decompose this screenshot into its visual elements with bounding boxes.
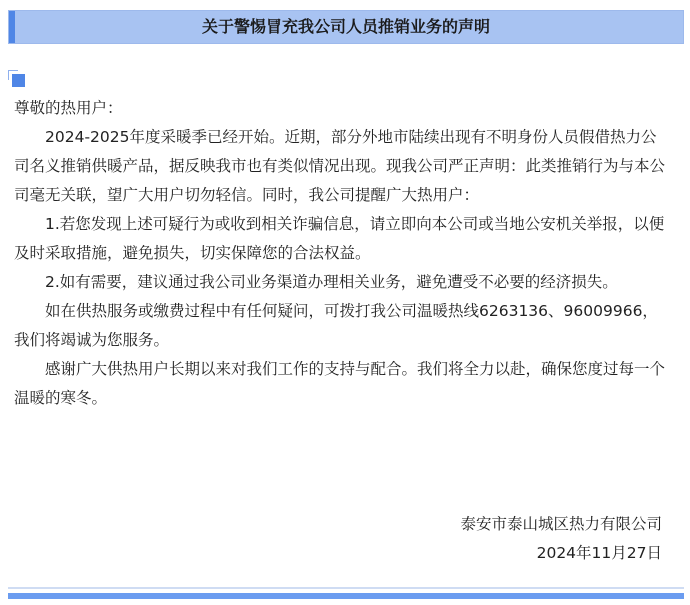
title-bar [8,10,684,44]
square-bullet-icon [8,70,26,88]
bottom-divider [8,587,684,589]
bottom-accent-bar [8,593,684,599]
signature-block [460,510,662,568]
salutation: 尊敬的热用户： [14,99,123,117]
page-title: 关于警惕冒充我公司人员推销业务的声明 [201,17,490,36]
paragraph-thanks: 感谢广大供热用户长期以来对我们工作的支持与配合。我们将全力以赴，确保您度过每一个温暖的寒冬。 [14,360,666,407]
notice-body [14,94,670,413]
list-item-report: 1.若您发现上述可疑行为或收到相关诈骗信息，请立即向本公司或当地公安机关举报，以便及时采取措施，避免损失，切实保障您的合法权益。 [14,215,665,262]
paragraph-hotline: 如在供热服务或缴费过程中有任何疑问，可拨打我公司温暖热线6263136、96009966，我们将竭诚为您服务。 [14,302,658,349]
company-name: 泰安市泰山城区热力有限公司 [460,515,662,533]
paragraph-intro: 2024-2025年度采暖季已经开始。近期，部分外地市陆续出现有不明身份人员假借热力公司名义推销供暖产品，据反映我市也有类似情况出现。现我公司严正声明：此类推销行为与本公司毫无关联，望广大用户切勿轻信。同时，我公司提醒广大热用户： [14,128,666,204]
list-item-official-channel: 2.如有需要，建议通过我公司业务渠道办理相关业务，避免遭受不必要的经济损失。 [45,273,618,291]
notice-date: 2024年11月27日 [536,544,662,562]
